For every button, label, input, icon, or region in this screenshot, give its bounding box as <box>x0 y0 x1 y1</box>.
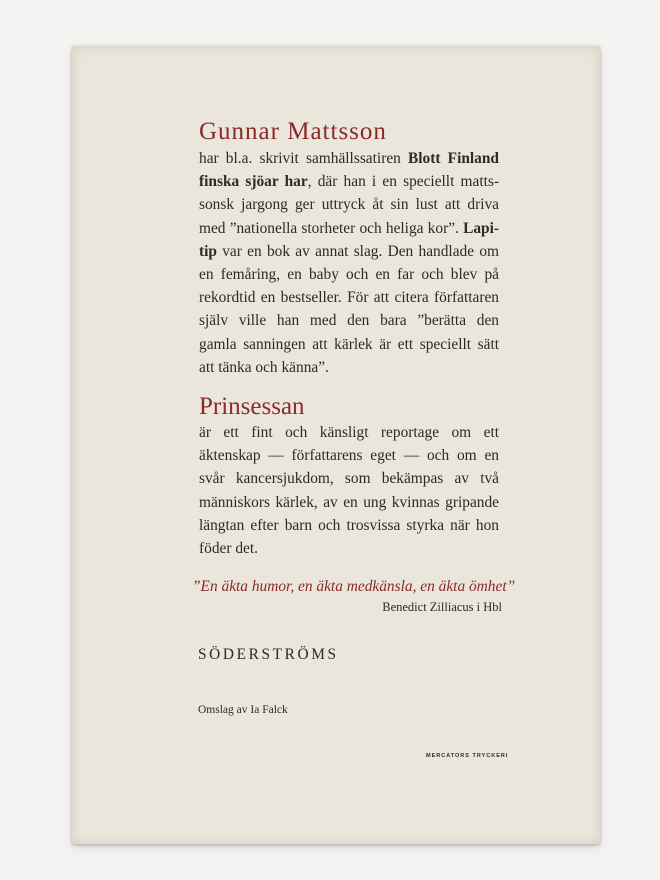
paragraph-line: människors kärlek, av en ung kvinnas gripande <box>199 493 499 511</box>
review-quote: ”En äkta humor, en äkta medkänsla, en äkta ömhet” <box>192 578 516 595</box>
paragraph-line: rekordtid en bestseller. För att citera författaren <box>199 289 499 307</box>
paragraph-line: svår kancersjukdom, som bekämpas av två <box>199 470 499 488</box>
paragraph-line: gamla sanningen att kärlek är ett speciellt sätt <box>199 335 499 353</box>
paragraph-line: föder det. <box>199 539 258 557</box>
description-paragraph-2 <box>199 421 499 560</box>
paragraph-line: tip var en bok av annat slag. Den handlade om <box>199 242 499 260</box>
section-heading: Prinsessan <box>199 393 305 420</box>
cover-credit: Omslag av Ia Falck <box>198 704 288 716</box>
paragraph-line: att tänka och känna”. <box>199 358 329 376</box>
book-title-emphasis: tip <box>199 242 217 260</box>
paragraph-line: finska sjöar har, där han i en speciellt matts- <box>199 173 499 191</box>
cover-content <box>72 46 600 844</box>
description-paragraph-1 <box>199 147 499 379</box>
book-title-emphasis: finska sjöar har <box>199 173 308 191</box>
paragraph-line: själv ville han med den bara ”berätta den <box>199 312 499 330</box>
book-title-emphasis: Blott Finland <box>408 150 499 167</box>
paragraph-line: med ”nationella storheter och heliga kor”. Lapi- <box>199 219 499 237</box>
book-back-cover <box>72 46 600 844</box>
publisher-name: SÖDERSTRÖMS <box>198 646 339 663</box>
printer-name: MERCATORS TRYCKERI <box>426 753 509 759</box>
paragraph-line: äktenskap — författarens eget — och om en <box>199 447 499 465</box>
paragraph-line: sonsk jargong ger uttryck åt sin lust att driva <box>199 196 499 214</box>
quote-attribution: Benedict Zilliacus i Hbl <box>382 600 502 614</box>
book-title-emphasis: Lapi- <box>463 219 499 237</box>
author-heading: Gunnar Mattsson <box>199 118 387 145</box>
paragraph-line: har bl.a. skrivit samhällssatiren Blott Finland <box>199 150 499 167</box>
paragraph-line: längtan efter barn och trosvissa styrka när hon <box>199 516 499 534</box>
paragraph-line: en femåring, en baby och en far och blev på <box>199 265 499 283</box>
paragraph-line: är ett fint och känsligt reportage om ett <box>199 424 499 441</box>
